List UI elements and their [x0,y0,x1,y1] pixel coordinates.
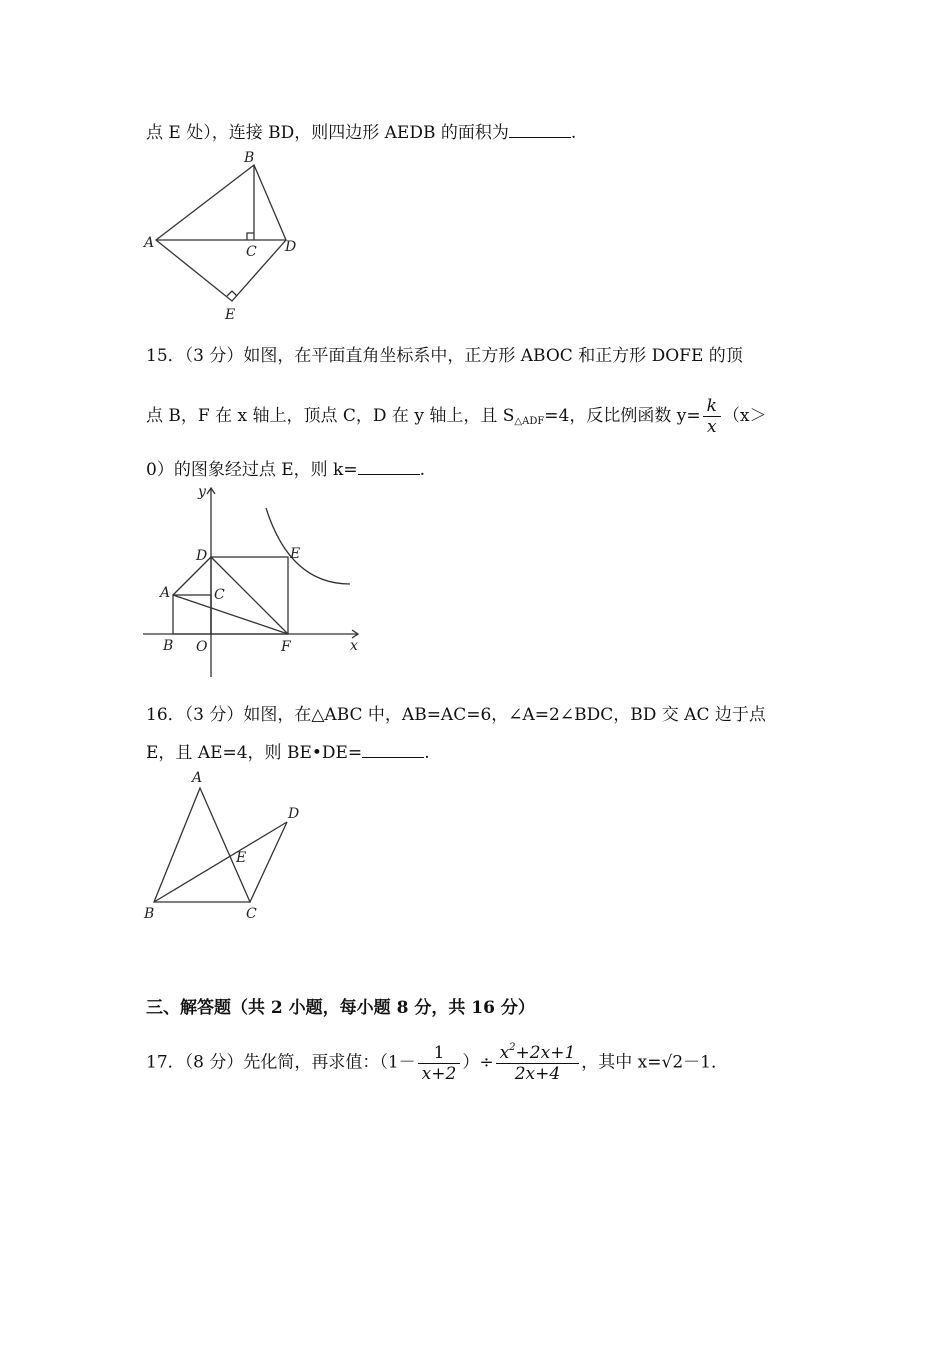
q15-line3 [146,455,425,480]
fig14-label-E: E [225,307,236,323]
fig14-label-B: B [244,150,255,166]
figure-q15 [140,480,370,680]
q14-answer-blank[interactable] [509,121,571,138]
fig15-label-C: C [214,587,225,603]
fig15-label-y: y [198,484,206,500]
figure-q16 [140,766,320,926]
q17-f2-num-b: +2x+1 [515,1043,576,1063]
fig15-label-A: A [160,585,171,601]
fig15-label-O: O [196,639,208,655]
fig15-label-F: F [281,639,291,655]
q15-answer-blank[interactable] [358,458,420,475]
q15-line2 [146,396,767,437]
q17-line [146,1042,728,1084]
q15-frac-den: x [706,417,717,437]
fig16-segment-CD [250,822,287,902]
fig14-label-C: C [246,244,257,260]
fig16-label-A: A [192,770,203,786]
fig14-right-angle-E [227,291,237,296]
q15-fraction-k-over-x [703,396,721,437]
fig15-label-x: x [350,638,358,654]
q17-fraction-1 [418,1043,461,1084]
q17-f2-num [496,1042,580,1064]
fig14-right-angle-C [247,233,254,240]
q14-text-body: 点 E 处），连接 BD，则四边形 AEDB 的面积为 [146,123,509,143]
q15-area-subscript: △ADF [514,416,545,427]
q15-line2-b: =4，反比例函数 y= [544,406,701,426]
q17-f2-den: 2x+4 [514,1064,561,1084]
fig16-label-C: C [246,906,257,922]
fig16-label-E: E [236,850,247,866]
fig16-triangle-ABC [154,788,250,902]
q15-line1: 15．（3 分）如图，在平面直角坐标系中，正方形 ABOC 和正方形 DOFE 的顶 [146,346,743,366]
q17-prefix: 17．（8 分）先化简，再求值：（1－ [146,1052,416,1073]
q16-line1: 16．（3 分）如图，在△ABC 中，AB=AC=6，∠A=2∠BDC，BD 交 AC 边于点 [146,705,766,725]
q17-mid: ）÷ [462,1052,494,1073]
q17-suffix: ，其中 x= [581,1052,662,1073]
q16-line2-text: E，且 AE=4，则 BE•DE= [146,743,363,763]
fig14-label-D: D [285,239,297,255]
q15-frac-num: k [703,396,721,417]
q14-period: . [570,123,577,143]
q15-period: . [419,460,425,480]
q17-f2-num-a: x [499,1043,510,1063]
fig16-label-B: B [144,906,155,922]
fig15-label-D: D [196,548,208,564]
q17-fraction-2 [496,1042,580,1084]
fig15-hyperbola [266,508,350,584]
q17-f1-den: x+2 [421,1063,457,1084]
q17-f1-num: 1 [418,1043,461,1064]
section-3-heading: 三、解答题（共 2 小题，每小题 8 分，共 16 分） [146,998,535,1018]
fig14-label-A: A [144,235,155,251]
q15-line3-text: 0）的图象经过点 E，则 k= [146,460,358,480]
fig15-label-B: B [163,638,174,654]
fig15-segment-AF [173,595,288,634]
fig14-quadrilateral [156,165,286,301]
q17-tail: －1． [683,1052,728,1073]
q17-radical: √2 [661,1052,684,1073]
q15-line2-c: （x＞ [722,406,767,426]
q14-text [146,118,576,143]
fig16-label-D: D [288,806,300,822]
q16-period: . [424,743,430,763]
fig15-label-E: E [290,546,301,562]
q16-answer-blank[interactable] [362,741,424,758]
q15-line2-a: 点 B，F 在 x 轴上，顶点 C，D 在 y 轴上，且 S [146,406,515,426]
q16-line2 [146,738,430,763]
q17-f2-num-sup: 2 [509,1042,516,1053]
figure-q14 [140,148,310,328]
